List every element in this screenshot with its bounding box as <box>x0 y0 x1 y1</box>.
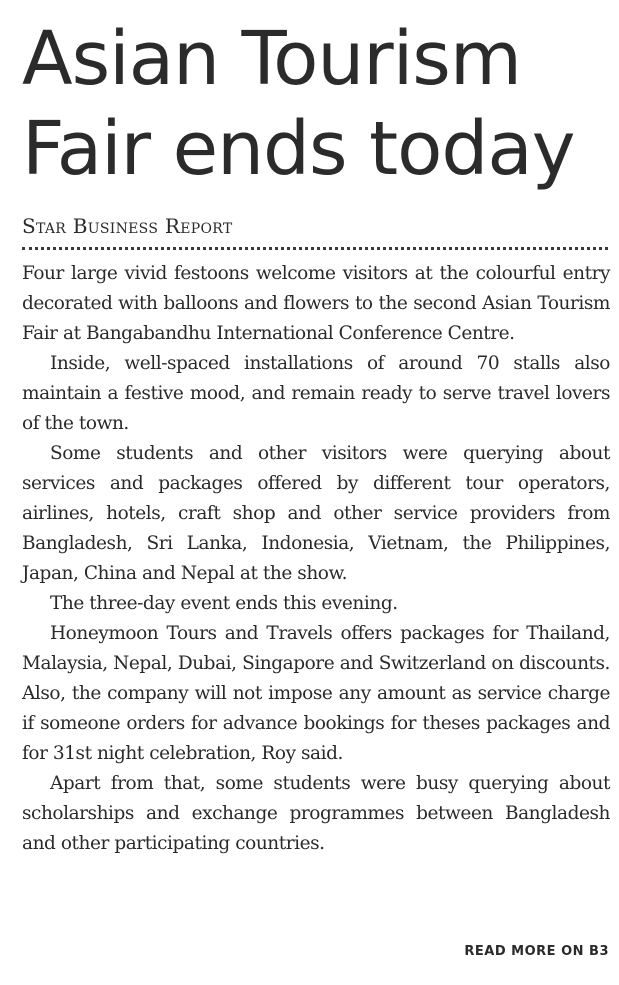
paragraph-6: Apart from that, some students were busy querying about scholarships and exchange programmes between Bangladesh and other participating countries. <box>22 773 610 854</box>
paragraph-2: Inside, well-spaced installations of around 70 stalls also maintain a festive mood, and remain ready to serve travel lovers of the town. <box>22 353 610 434</box>
paragraph-1: Four large vivid festoons welcome visitors at the colourful entry decorated with balloons and flowers to the second Asian Tourism Fair at Bangabandhu International Conference Centre. <box>22 263 610 344</box>
byline: Star Business Report <box>22 214 233 238</box>
read-more-link[interactable]: READ MORE ON B3 <box>464 944 609 959</box>
paragraph-3: Some students and other visitors were querying about services and packages offered by different tour operators, airlines, hotels, craft shop and other service providers from Bangladesh, Sri Lanka, Indonesia, Vietnam, the Philippines, Japan, China and Nepal at the show. <box>22 443 610 584</box>
headline-line-1: Asian Tourism <box>22 16 521 102</box>
paragraph-4: The three-day event ends this evening. <box>50 593 398 614</box>
headline <box>22 14 609 194</box>
paragraph-5: Honeymoon Tours and Travels offers packages for Thailand, Malaysia, Nepal, Dubai, Singapore and Switzerland on discounts. Also, the company will not impose any amount as service charge if someone orders for advance bookings for theses packages and for 31st night celebration, Roy said. <box>22 623 610 764</box>
headline-line-2: Fair ends today <box>22 106 575 192</box>
article-body <box>22 259 610 859</box>
dotted-divider <box>22 247 608 250</box>
